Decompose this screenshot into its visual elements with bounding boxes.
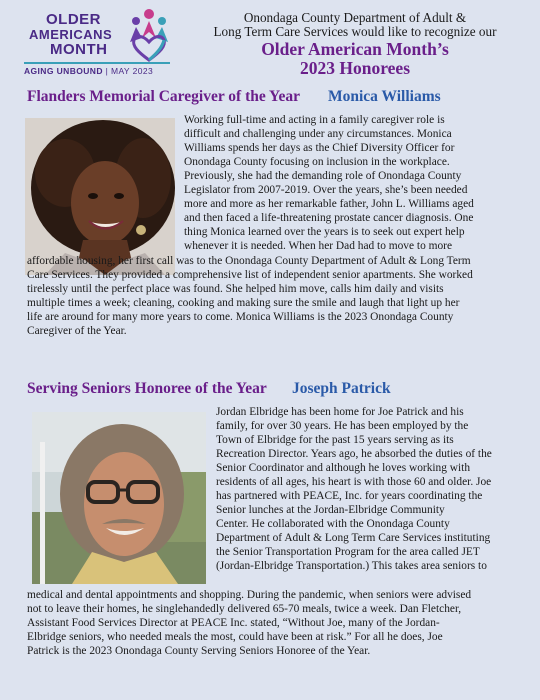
section-1-line: tirelessly until the perfect place was found. She helped him move, calls him daily and visits bbox=[27, 283, 444, 295]
monica-williams-photo bbox=[25, 118, 175, 275]
joseph-patrick-photo bbox=[32, 412, 206, 584]
logo-text-older: OLDER bbox=[46, 11, 101, 28]
section-2-line: family, for over 30 years. He has been employed by the bbox=[216, 420, 469, 432]
section-2-line: Recreation Director. Years ago, he absorbed the duties of the bbox=[216, 448, 492, 460]
section-2-line: has partnered with PEACE, Inc. for years coordinating the bbox=[216, 490, 483, 502]
section-1-line: Williams spends her days as the Chief Diversity Officer for bbox=[184, 142, 455, 154]
logo-tagline: AGING UNBOUND | MAY 2023 bbox=[24, 66, 154, 76]
section-1-line: Previously, she had the demanding role of Onondaga County bbox=[184, 170, 462, 182]
section-2-line: residents of all ages, his heart is with those 60 and older. Joe bbox=[216, 476, 492, 488]
section-1-line: multiple times a week; cleaning, cooking and making sure the smile and laugh that light up her bbox=[27, 297, 460, 309]
section-1-line: whenever it is needed. When her Dad had to move to more bbox=[184, 240, 453, 252]
section-1-line: more and more as her remarkable father, John L. Williams aged bbox=[184, 198, 474, 210]
section-2-line: Assistant Food Services Director at PEACE Inc. stated, “Without Joe, many of the Jordan- bbox=[27, 617, 440, 629]
header-title-2: 2023 Honorees bbox=[299, 58, 411, 78]
section-2-honoree-name: Joseph Patrick bbox=[292, 380, 391, 397]
section-1-line: Legislator from 2007-2019. Over the years, she’s been needed bbox=[184, 184, 468, 196]
section-2-line: Senior Coordinator and although he loves working with bbox=[216, 462, 471, 474]
logo-text-month: MONTH bbox=[50, 41, 108, 58]
section-1-line: Onondaga County focusing on inclusion in the workplace. bbox=[184, 156, 450, 168]
section-2-line: Center. He collaborated with the Onondaga County bbox=[216, 518, 450, 530]
section-1-line: Caregiver of the Year. bbox=[27, 325, 127, 337]
logo-text-americans: AMERICANS bbox=[29, 27, 113, 42]
section-2-line: Elbridge seniors, who needed meals the most, could have been at risk.” For all he does, Joe bbox=[27, 631, 443, 643]
section-2-line: Senior lunches at the Jordan-Elbridge Community bbox=[216, 504, 445, 516]
header-title-1: Older American Month’s bbox=[261, 39, 449, 59]
section-1-title: Flanders Memorial Caregiver of the Year bbox=[27, 88, 301, 105]
section-1-honoree-name: Monica Williams bbox=[328, 88, 441, 105]
section-1-line: Care Services. They provided a comprehensive list of independent senior apartments. She worked bbox=[27, 269, 473, 281]
older-americans-month-logo bbox=[24, 8, 174, 80]
section-2-title: Serving Seniors Honoree of the Year bbox=[27, 380, 267, 397]
section-1-line: affordable housing, her first call was to the Onondaga County Department of Adult & Long Term bbox=[27, 255, 471, 267]
section-1-line: life are around for many more years to come. Monica Williams is the 2023 Onondaga County bbox=[27, 311, 454, 323]
section-2-line: medical and dental appointments and shopping. During the pandemic, when seniors were advised bbox=[27, 589, 472, 601]
section-1-line: and then faced a life-threatening prostate cancer diagnosis. One bbox=[184, 212, 474, 224]
section-2-line: Department of Adult & Long Term Care Services instituting bbox=[216, 532, 491, 544]
section-1-line: difficult and challenging under any circumstances. Monica bbox=[184, 128, 452, 140]
section-2-line: Jordan Elbridge has been home for Joe Patrick and his bbox=[216, 406, 464, 418]
section-2-line: Patrick is the 2023 Onondaga County Serving Seniors Honoree of the Year. bbox=[27, 645, 371, 657]
section-1-line: thing Monica learned over the years is to seek out expert help bbox=[184, 226, 465, 238]
logo-divider bbox=[24, 62, 170, 64]
section-2-line: the Senior Transportation Program for the area called JET bbox=[216, 546, 480, 558]
people-heart-icon bbox=[128, 8, 170, 64]
header-line-2: Long Term Care Services would like to recognize our bbox=[213, 24, 497, 39]
section-1-line: Working full-time and acting in a family caregiver role is bbox=[184, 114, 445, 126]
section-2-line: Town of Elbridge for the past 15 years serving as its bbox=[216, 434, 454, 446]
section-2-line: not to leave their homes, he singlehandedly delivered 65-70 meals, twice a week. Dan Fletcher, bbox=[27, 603, 462, 615]
section-2-line: (Jordan-Elbridge Transportation.) This takes area seniors to bbox=[216, 560, 487, 572]
header-line-1: Onondaga County Department of Adult & bbox=[243, 10, 467, 25]
